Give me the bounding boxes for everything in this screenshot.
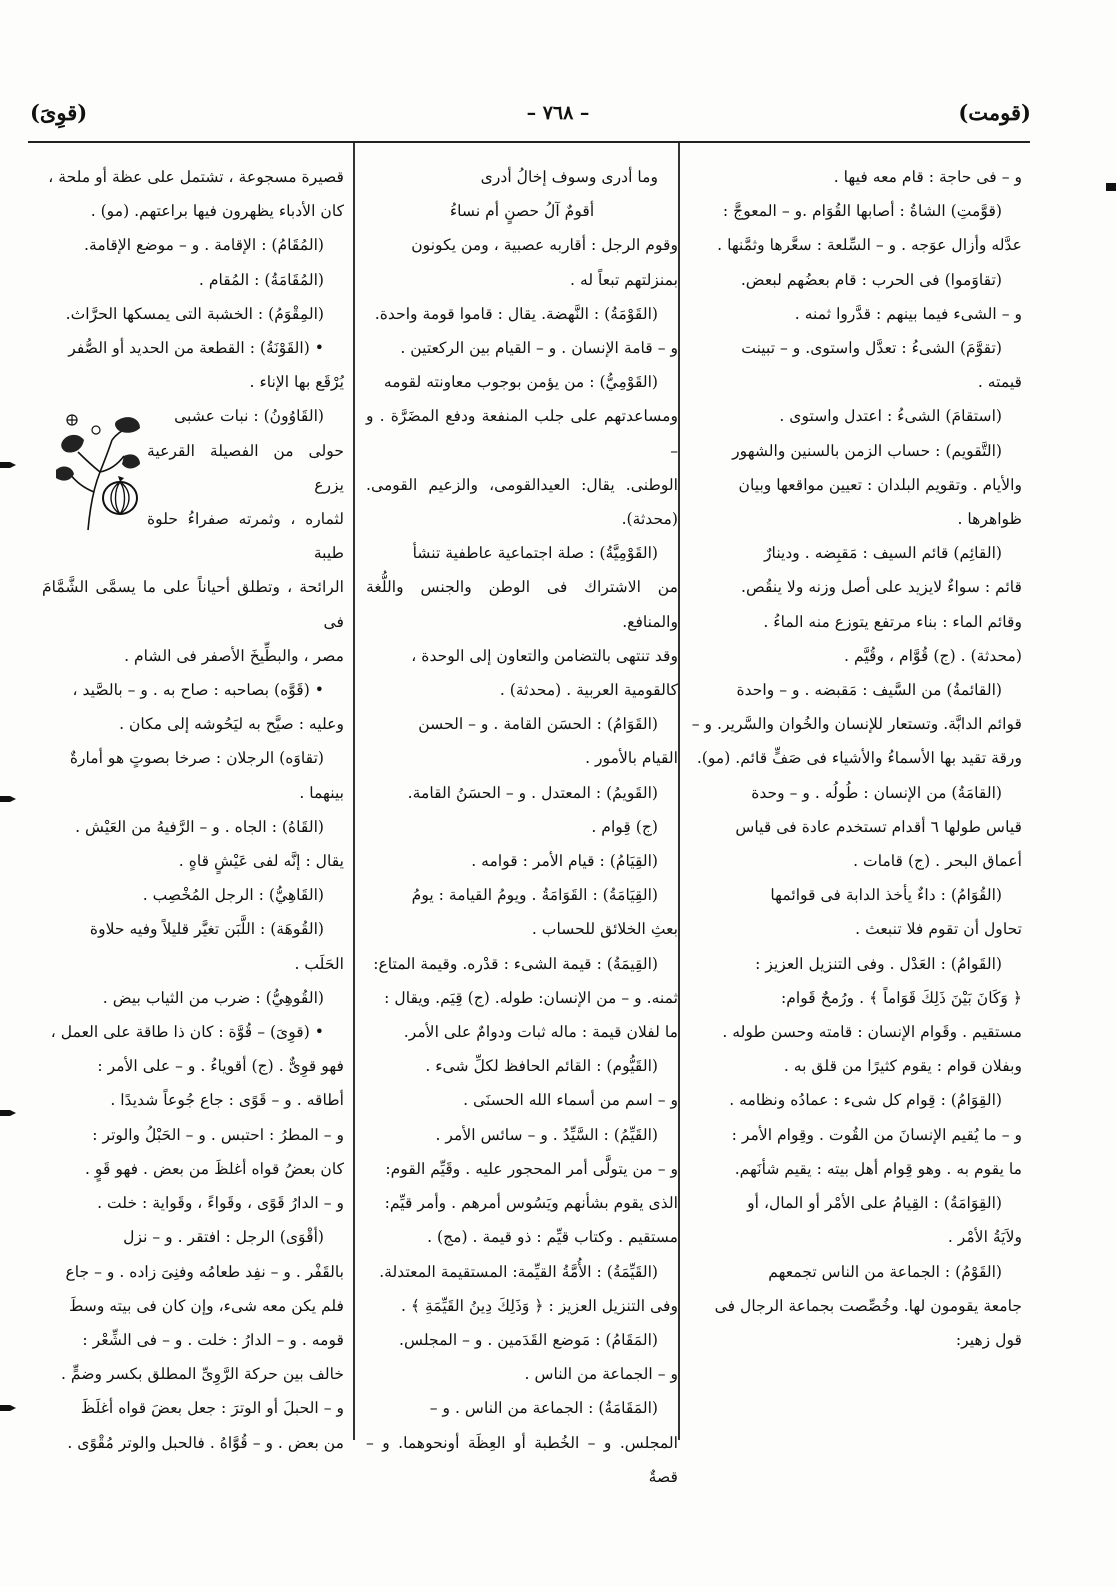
entry-line: (القَاهِيُّ) : الرجل المُخْصِب . [142,886,324,905]
margin-mark [1100,183,1116,193]
entry-line: (القِوَامُ) : قِوام كل شىء : عمادُه ونظامه . [729,1091,1002,1110]
melon-plant-illustration [48,412,143,530]
column-middle [366,160,678,1486]
entry-line: وقائم الماء : بناء مرتفع يتوزع منه الماءُ . [763,612,1022,631]
entry-line: (القِوَامَةُ) : القِيامُ على الأمْر أو المال، أو [747,1194,1002,1213]
entry-line: (ج) قِوام . [591,817,658,836]
entry-line: القيام بالأمور . [585,749,678,768]
entry-line: (القَوْمَةُ) : النَّهضة. يقال : قاموا قومة واحدة. [374,304,658,323]
entry-line: بعثِ الخلائق للحساب . [531,920,678,939]
entry-line: • (قَوَّه) بصاحبه : صاح به . و – بالصَّيد ، [72,681,324,700]
entry-line: • (قوِىَ) – قُوَّة : كان ذا طاقة على العمل ، [50,1023,324,1042]
entry-line: أعماق البحر . (ج) قامات . [853,852,1022,871]
entry-line: ظواهرها . [957,510,1022,529]
entry-line: ورقة تقيد بها الأسماءُ والأشياء فى صَفٍّ قائم. (مو). [696,749,1022,768]
entry-line: حولى من الفصيلة القرعية يزرع [147,441,344,494]
entry-line: (التَّقويم) : حساب الزمن بالسنين والشهور [732,441,1002,460]
entry-line: (القِيَامُ) : قيام الأمر : قوامه . [471,852,658,871]
entry-line: وقوم الرجل : أقاربه عصبية ، ومن يكونون [411,236,678,255]
melon-plant-icon [48,412,143,530]
entry-line: (القَوْمِيَّةُ) : صلة اجتماعية عاطفية تنشأ [412,544,658,563]
entry-line: فلم يكن معه شىء، وإن كان فى بيته وسطَ [68,1296,344,1315]
entry-line: (تقاوَه) الرجلان : صرخا بصوتٍ هو أمارةٌ [69,749,324,768]
entry-line: (قوَّمتِ) الشاةُ : أصابها القُوَام .و – المعوجَّ : [722,202,1002,221]
entry-line: يُرْقَع بها الإناء . [249,373,344,392]
entry-line: قول زهير: [955,1330,1022,1349]
verse-line: أقومٌ آلُ حصنٍ أم نساءُ [449,202,595,221]
margin-arrow-icon [0,794,16,804]
entry-line: (القُوهِيُّ) : ضرب من الثياب بيض . [102,988,324,1007]
entry-line: و – الجماعة من الناس . [524,1365,678,1384]
entry-line: وفى التنزيل العزيز : ﴿ وَذَلِكَ دِينُ القَيِّمَةِ ﴾ . [400,1296,678,1315]
entry-line: (محدثة) . (ج) قُوَّام ، وقُيَّم . [844,646,1022,665]
entry-line: وبفلان قوام : يقوم كثيرًا من قلق به . [783,1057,1022,1076]
entry-line: بمنزلتهم تبعاً له . [570,270,678,289]
entry-line: بالقَفْر . و – نفِد طعامُه وفنِىَ زاده . و – جاع [65,1262,344,1281]
column-divider-right [678,143,680,1440]
entry-line: (القُوَامُ) : داءٌ يأخذ الدابة فى قوائمها [770,886,1002,905]
entry-line: (القَيِّمُ) : السَّيِّدُ . و – سائس الأمر . [435,1125,658,1144]
entry-line: و – اسم من أسماء الله الحسنَى . [463,1091,678,1110]
entry-line: جامعة يقومون لها. وخُصِّصت بجماعة الرجال فى [714,1296,1022,1315]
entry-line: و – الحبلَ أو الوترَ : جعل بعضَ قواه أغلَظَ [80,1399,344,1418]
entry-line: المجلس. و – الخُطبة أو العِظَة أونحوهما. و – قصةٌ [366,1433,678,1486]
entry-line: قصيرة مسجوعة ، تشتمل على عظة أو ملحة ، [48,168,344,186]
entry-line: ثمنه. و – من الإنسان: طوله. (ج) قِيَم. ويقال : [384,988,678,1007]
entry-line: قومه . و – الدارُ : خلت . و – فى الشِّعْر : [82,1330,344,1349]
entry-line: ولاَيَةُ الأمْر . [947,1228,1022,1247]
margin-arrow-icon [0,1108,16,1118]
entry-line: قوائم الدابَّة. وتستعار للإنسان والخُوان والسَّرير. و – [691,715,1022,734]
entry-line: (المُقَامُ) : الإقامة . و – موضع الإقامة. [84,236,324,255]
entry-line: كان الأدباء يظهرون فيها براعتهم. (مو) . [90,202,344,221]
entry-line: ﴿ وَكَانَ بَيْنَ ذَلِكَ قَوَاماً ﴾ . ورُمحٌ قَوام: [781,988,1022,1007]
column-right [682,160,1022,1440]
entry-line: ومساعدتهم على جلب المنفعة ودفع المضَرَّة . و – [366,407,678,460]
entry-line: (القَوْمُ) : الجماعة من الناس تجمعهم [768,1262,1002,1281]
entry-line: (المَقَامَةُ) : الجماعة من الناس . و – [429,1399,658,1418]
entry-line: (القَويمُ) : المعتدل . و – الحسَنُ القامة. [407,783,658,802]
entry-line: قياس طولها ٦ أقدام تستخدم عادة فى قياس [735,817,1022,836]
entry-line: (القامَةُ) من الإنسان : طُولُه . و – وحدة [751,783,1002,802]
entry-line: والأيام . وتقويم البلدان : تعيين مواقعها وبيان [738,475,1022,494]
entry-line: (القِيَامَةُ) : القَوَامَةُ . ويومُ القيامة : يومُ [411,886,658,905]
entry-line: من الاشتراك فى الوطن والجنس واللُّغة والمنافع. [366,578,678,631]
entry-line: و – ما يُقيم الإنسانَ من القُوت . وقِوام الأمر : [731,1125,1022,1144]
entry-line: فهو قوِىٌّ . (ج) أقوياءُ . و – على الأمر : [97,1057,344,1076]
entry-line: و – من يتولَّى أمر المحجور عليه . وقَيِّم القوم: [385,1159,678,1178]
entry-line: (القِيمَةُ) : قيمة الشىء : قدْره. وقيمة المتاع: [373,954,658,973]
entry-line: وعليه : صيَّح به ليَحُوشه إلى مكان . [119,715,344,734]
entry-line: (القَوْمِيُّ) : من يؤمن بوجوب معاونته لقومه [383,373,658,392]
entry-line: و – المطرُ : احتبس . و – الحَبْلُ والوتر : [92,1125,344,1144]
entry-line: خالف بين حركة الرَّوِىِّ المطلق بكسر وضمٍّ . [61,1365,344,1384]
entry-line: و – الدارُ قَوًى ، وقَواءً ، وقَواية : خلت . [97,1194,344,1213]
entry-line: (استقامَ) الشىءُ : اعتدل واستوى . [779,407,1002,426]
entry-line: • (القَوْنَةُ) : القطعة من الحديد أو الصُّفر [68,339,324,358]
entry-line: ما لفلان قيمة : ماله ثبات ودوامٌ على الأمر. [403,1023,678,1042]
margin-arrow-icon [0,1403,16,1413]
column-divider-left [353,143,355,1440]
entry-line: الرائحة ، وتطلق أحياناً على ما يسمَّى الشَّمَّامَ فى [42,578,344,631]
entry-line: كان بعضُ قواه أغلظَ من بعض . فهو قَوٍ . [85,1159,344,1178]
page-number: – ٧٦٨ – [526,102,590,124]
running-head-right: (قومت) [958,100,1031,125]
entry-line: أطاقه . و – قَوًى : جاع جُوعاً شديدًا . [110,1091,344,1110]
entry-line: و – فى حاجة : قام معه فيها . [833,168,1022,186]
entry-line: (القائِم) قائم السيف : مَقبِضه . ودينارٌ [764,544,1002,563]
column-left [42,160,344,1452]
entry-line: مستقيم . وكتاب قيِّم : ذو قيمة . (مج) . [427,1228,678,1247]
entry-line: (القائمةُ) من السَّيف : مَقبضه . و – واحدة [736,681,1002,700]
entry-line: (القَاهُ) : الجاه . و – الرَّفيهُ من العَيْش . [75,817,324,836]
entry-line: وقد تنتهى بالتضامن والتعاون إلى الوحدة ، [411,646,678,665]
entry-line: عدَّله وأزال عوَجه . و – السِّلعة : سعَّرها وثمَّنها . [717,236,1022,255]
entry-line: قائم : سواءٌ لايزيد على أصل وزنه ولا ينقُص. [740,578,1022,597]
entry-line: (تقاوَموا) فى الحرب : قام بعضُهم لبعض. [740,270,1002,289]
entry-line: (القَوامُ) : العَدْل . وفى التنزيل العزيز : [755,954,1002,973]
entry-line: الوطنى. يقال: العيدالقومى، والزعيم القومى. (محدثة). [366,475,678,529]
entry-line: لثماره ، وثمرته صفراءُ حلوة طيبة [147,510,344,563]
entry-line: بينهما . [299,783,344,802]
entry-line: يقال : إنَّه لفى عَيْشٍ قاهٍ . [178,852,344,871]
entry-line: كالقومية العربية . (محدثة) . [499,681,678,700]
entry-line: (تقوَّمَ) الشىءُ : تعدَّل واستوى. و – تبينت [741,339,1002,358]
entry-line: مصر ، والبطِّيخَ الأصفر فى الشام . [124,646,344,665]
header-rule [28,141,1030,143]
entry-line: (المِقْوَمُ) : الخشبة التى يمسكها الحرَّاث. [65,304,324,323]
verse-line: وما أدرى وسوف إخالُ أدرى [480,168,658,186]
entry-line: و – قامة الإنسان . و – القيام بين الركعتين . [400,339,678,358]
entry-line: ما يقوم به . وهو قِوام أهل بيته : يقيم شأنَهم. [734,1159,1022,1178]
entry-line: (أقْوَى) الرجل : افتقر . و – نزل [123,1228,324,1247]
entry-line: من بعض . و – قُوَّاهُ . فالحبل والوتر مُقْوًى . [67,1433,344,1452]
entry-line: الذى يقوم بشأنهم ويَسُوس أمرهم . وأمر قيِّم: [384,1194,678,1213]
entry-line: (القُوهَة) : اللَّبَن تغيَّر قليلاً وفيه حلاوة [89,920,324,939]
entry-line: (القَوَامُ) : الحسَن القامة . و – الحسن [418,715,658,734]
entry-line: (القَاوُونُ) : نبات عشبى [174,407,324,426]
entry-line: (القَيِّمَةُ) : الأُمَّةُ القيِّمة: المستقيمة المعتدلة. [379,1262,658,1281]
entry-line: (المَقَامُ) : مَوضع القَدَمين . و – المجلس. [399,1330,658,1349]
entry-line: و – الشىء فيما بينهم : قدَّروا ثمنه . [794,304,1022,323]
entry-line: الحَلَب . [294,954,344,973]
entry-line: (القَيُّوم) : القائم الحافظ لكلِّ شىء . [425,1057,658,1076]
entry-line: مستقيم . وقَوام الإنسان : قامته وحسن طوله . [722,1023,1022,1042]
running-head-left: (قوِىَ) [30,100,88,125]
entry-line: تحاول أن تقوم فلا تنبعث . [855,920,1022,939]
entry-line: قيمته . [977,373,1022,392]
entry-line: (المُقَامَةُ) : المُقام . [198,270,324,289]
margin-arrow-icon [0,460,16,470]
